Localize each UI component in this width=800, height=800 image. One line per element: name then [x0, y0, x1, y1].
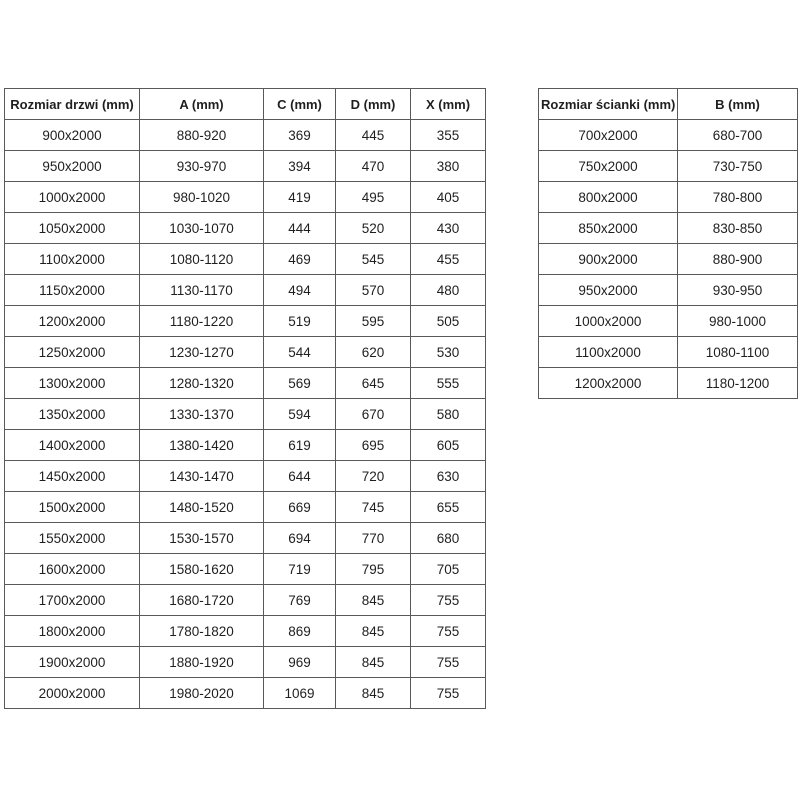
table-cell: 680-700 — [678, 120, 798, 151]
table-cell: 969 — [264, 647, 336, 678]
table-cell: 1069 — [264, 678, 336, 709]
table-cell: 1900x2000 — [5, 647, 140, 678]
table-cell: 430 — [411, 213, 486, 244]
table-row — [5, 523, 486, 554]
table-cell: 645 — [336, 368, 411, 399]
table-cell: 1580-1620 — [140, 554, 264, 585]
table-cell: 845 — [336, 647, 411, 678]
table-cell: 405 — [411, 182, 486, 213]
table-cell: 1150x2000 — [5, 275, 140, 306]
table-cell: 719 — [264, 554, 336, 585]
table-cell: 845 — [336, 616, 411, 647]
column-header: C (mm) — [264, 89, 336, 120]
table-cell: 545 — [336, 244, 411, 275]
table-cell: 745 — [336, 492, 411, 523]
header-row — [5, 89, 486, 120]
table-cell: 880-920 — [140, 120, 264, 151]
table-cell: 520 — [336, 213, 411, 244]
table-cell: 755 — [411, 616, 486, 647]
table-cell: 470 — [336, 151, 411, 182]
table-row — [5, 368, 486, 399]
table-row — [539, 337, 798, 368]
table-cell: 555 — [411, 368, 486, 399]
table-cell: 1080-1120 — [140, 244, 264, 275]
table-cell: 630 — [411, 461, 486, 492]
table-cell: 980-1020 — [140, 182, 264, 213]
table-row — [5, 244, 486, 275]
table-row — [5, 554, 486, 585]
table-cell: 1700x2000 — [5, 585, 140, 616]
table-cell: 1330-1370 — [140, 399, 264, 430]
table-cell: 1480-1520 — [140, 492, 264, 523]
table-row — [539, 182, 798, 213]
table-cell: 655 — [411, 492, 486, 523]
table-cell: 1380-1420 — [140, 430, 264, 461]
table-cell: 519 — [264, 306, 336, 337]
table-cell: 900x2000 — [539, 244, 678, 275]
column-header: Rozmiar ścianki (mm) — [539, 89, 678, 120]
table-cell: 580 — [411, 399, 486, 430]
table-row — [5, 492, 486, 523]
table-cell: 505 — [411, 306, 486, 337]
table-row — [5, 616, 486, 647]
table-row — [539, 151, 798, 182]
column-header: X (mm) — [411, 89, 486, 120]
table-cell: 680 — [411, 523, 486, 554]
table-row — [5, 399, 486, 430]
table-cell: 950x2000 — [539, 275, 678, 306]
table-cell: 1200x2000 — [539, 368, 678, 399]
table-cell: 595 — [336, 306, 411, 337]
table-cell: 394 — [264, 151, 336, 182]
table-cell: 605 — [411, 430, 486, 461]
table-cell: 770 — [336, 523, 411, 554]
table-cell: 570 — [336, 275, 411, 306]
table-cell: 850x2000 — [539, 213, 678, 244]
table-cell: 669 — [264, 492, 336, 523]
table-cell: 1600x2000 — [5, 554, 140, 585]
table-cell: 1500x2000 — [5, 492, 140, 523]
table-cell: 1680-1720 — [140, 585, 264, 616]
table-cell: 769 — [264, 585, 336, 616]
table-row — [539, 306, 798, 337]
table-cell: 705 — [411, 554, 486, 585]
column-header: A (mm) — [140, 89, 264, 120]
table-row — [5, 647, 486, 678]
table-cell: 530 — [411, 337, 486, 368]
table-cell: 1430-1470 — [140, 461, 264, 492]
table-cell: 755 — [411, 585, 486, 616]
table-cell: 950x2000 — [5, 151, 140, 182]
table-cell: 755 — [411, 678, 486, 709]
table-cell: 495 — [336, 182, 411, 213]
column-header: Rozmiar drzwi (mm) — [5, 89, 140, 120]
table-cell: 1130-1170 — [140, 275, 264, 306]
table-row — [5, 337, 486, 368]
table-cell: 369 — [264, 120, 336, 151]
table-cell: 1780-1820 — [140, 616, 264, 647]
table-cell: 644 — [264, 461, 336, 492]
table-cell: 900x2000 — [5, 120, 140, 151]
table-cell: 1280-1320 — [140, 368, 264, 399]
wall-size-spec-table — [538, 88, 798, 399]
table-cell: 980-1000 — [678, 306, 798, 337]
table-cell: 594 — [264, 399, 336, 430]
table-cell: 755 — [411, 647, 486, 678]
table-cell: 1230-1270 — [140, 337, 264, 368]
table-cell: 469 — [264, 244, 336, 275]
table-cell: 620 — [336, 337, 411, 368]
table-cell: 380 — [411, 151, 486, 182]
table-row — [539, 275, 798, 306]
table-cell: 1980-2020 — [140, 678, 264, 709]
table-cell: 544 — [264, 337, 336, 368]
table-row — [539, 244, 798, 275]
table-row — [5, 585, 486, 616]
table-row — [5, 430, 486, 461]
table-cell: 1250x2000 — [5, 337, 140, 368]
table-cell: 1180-1200 — [678, 368, 798, 399]
table-cell: 355 — [411, 120, 486, 151]
table-cell: 845 — [336, 678, 411, 709]
table-row — [5, 182, 486, 213]
table-cell: 1030-1070 — [140, 213, 264, 244]
column-header: B (mm) — [678, 89, 798, 120]
table-cell: 1050x2000 — [5, 213, 140, 244]
table-cell: 1300x2000 — [5, 368, 140, 399]
table-cell: 1100x2000 — [5, 244, 140, 275]
table-cell: 1450x2000 — [5, 461, 140, 492]
table-cell: 720 — [336, 461, 411, 492]
table-cell: 1000x2000 — [539, 306, 678, 337]
table-cell: 830-850 — [678, 213, 798, 244]
table-cell: 670 — [336, 399, 411, 430]
table-cell: 1880-1920 — [140, 647, 264, 678]
table-cell: 445 — [336, 120, 411, 151]
table-cell: 1200x2000 — [5, 306, 140, 337]
table-cell: 800x2000 — [539, 182, 678, 213]
table-cell: 695 — [336, 430, 411, 461]
table-cell: 795 — [336, 554, 411, 585]
table-cell: 880-900 — [678, 244, 798, 275]
table-cell: 619 — [264, 430, 336, 461]
header-row — [539, 89, 798, 120]
table-cell: 730-750 — [678, 151, 798, 182]
table-cell: 1350x2000 — [5, 399, 140, 430]
table-cell: 1800x2000 — [5, 616, 140, 647]
table-row — [5, 213, 486, 244]
table-row — [539, 120, 798, 151]
table-cell: 1400x2000 — [5, 430, 140, 461]
table-cell: 419 — [264, 182, 336, 213]
table-cell: 780-800 — [678, 182, 798, 213]
table-row — [5, 306, 486, 337]
table-row — [5, 678, 486, 709]
table-row — [5, 151, 486, 182]
table-cell: 455 — [411, 244, 486, 275]
table-cell: 1080-1100 — [678, 337, 798, 368]
table-cell: 750x2000 — [539, 151, 678, 182]
table-cell: 845 — [336, 585, 411, 616]
table-row — [5, 461, 486, 492]
column-header: D (mm) — [336, 89, 411, 120]
table-cell: 480 — [411, 275, 486, 306]
door-size-spec-table — [4, 88, 486, 709]
table-row — [5, 120, 486, 151]
table-row — [5, 275, 486, 306]
table-cell: 694 — [264, 523, 336, 554]
table-cell: 444 — [264, 213, 336, 244]
table-cell: 1530-1570 — [140, 523, 264, 554]
table-row — [539, 368, 798, 399]
table-cell: 569 — [264, 368, 336, 399]
table-cell: 1180-1220 — [140, 306, 264, 337]
table-cell: 930-970 — [140, 151, 264, 182]
table-row — [539, 213, 798, 244]
table-cell: 1100x2000 — [539, 337, 678, 368]
table-cell: 869 — [264, 616, 336, 647]
table-cell: 494 — [264, 275, 336, 306]
table-cell: 1000x2000 — [5, 182, 140, 213]
table-cell: 930-950 — [678, 275, 798, 306]
table-cell: 1550x2000 — [5, 523, 140, 554]
table-cell: 700x2000 — [539, 120, 678, 151]
table-cell: 2000x2000 — [5, 678, 140, 709]
